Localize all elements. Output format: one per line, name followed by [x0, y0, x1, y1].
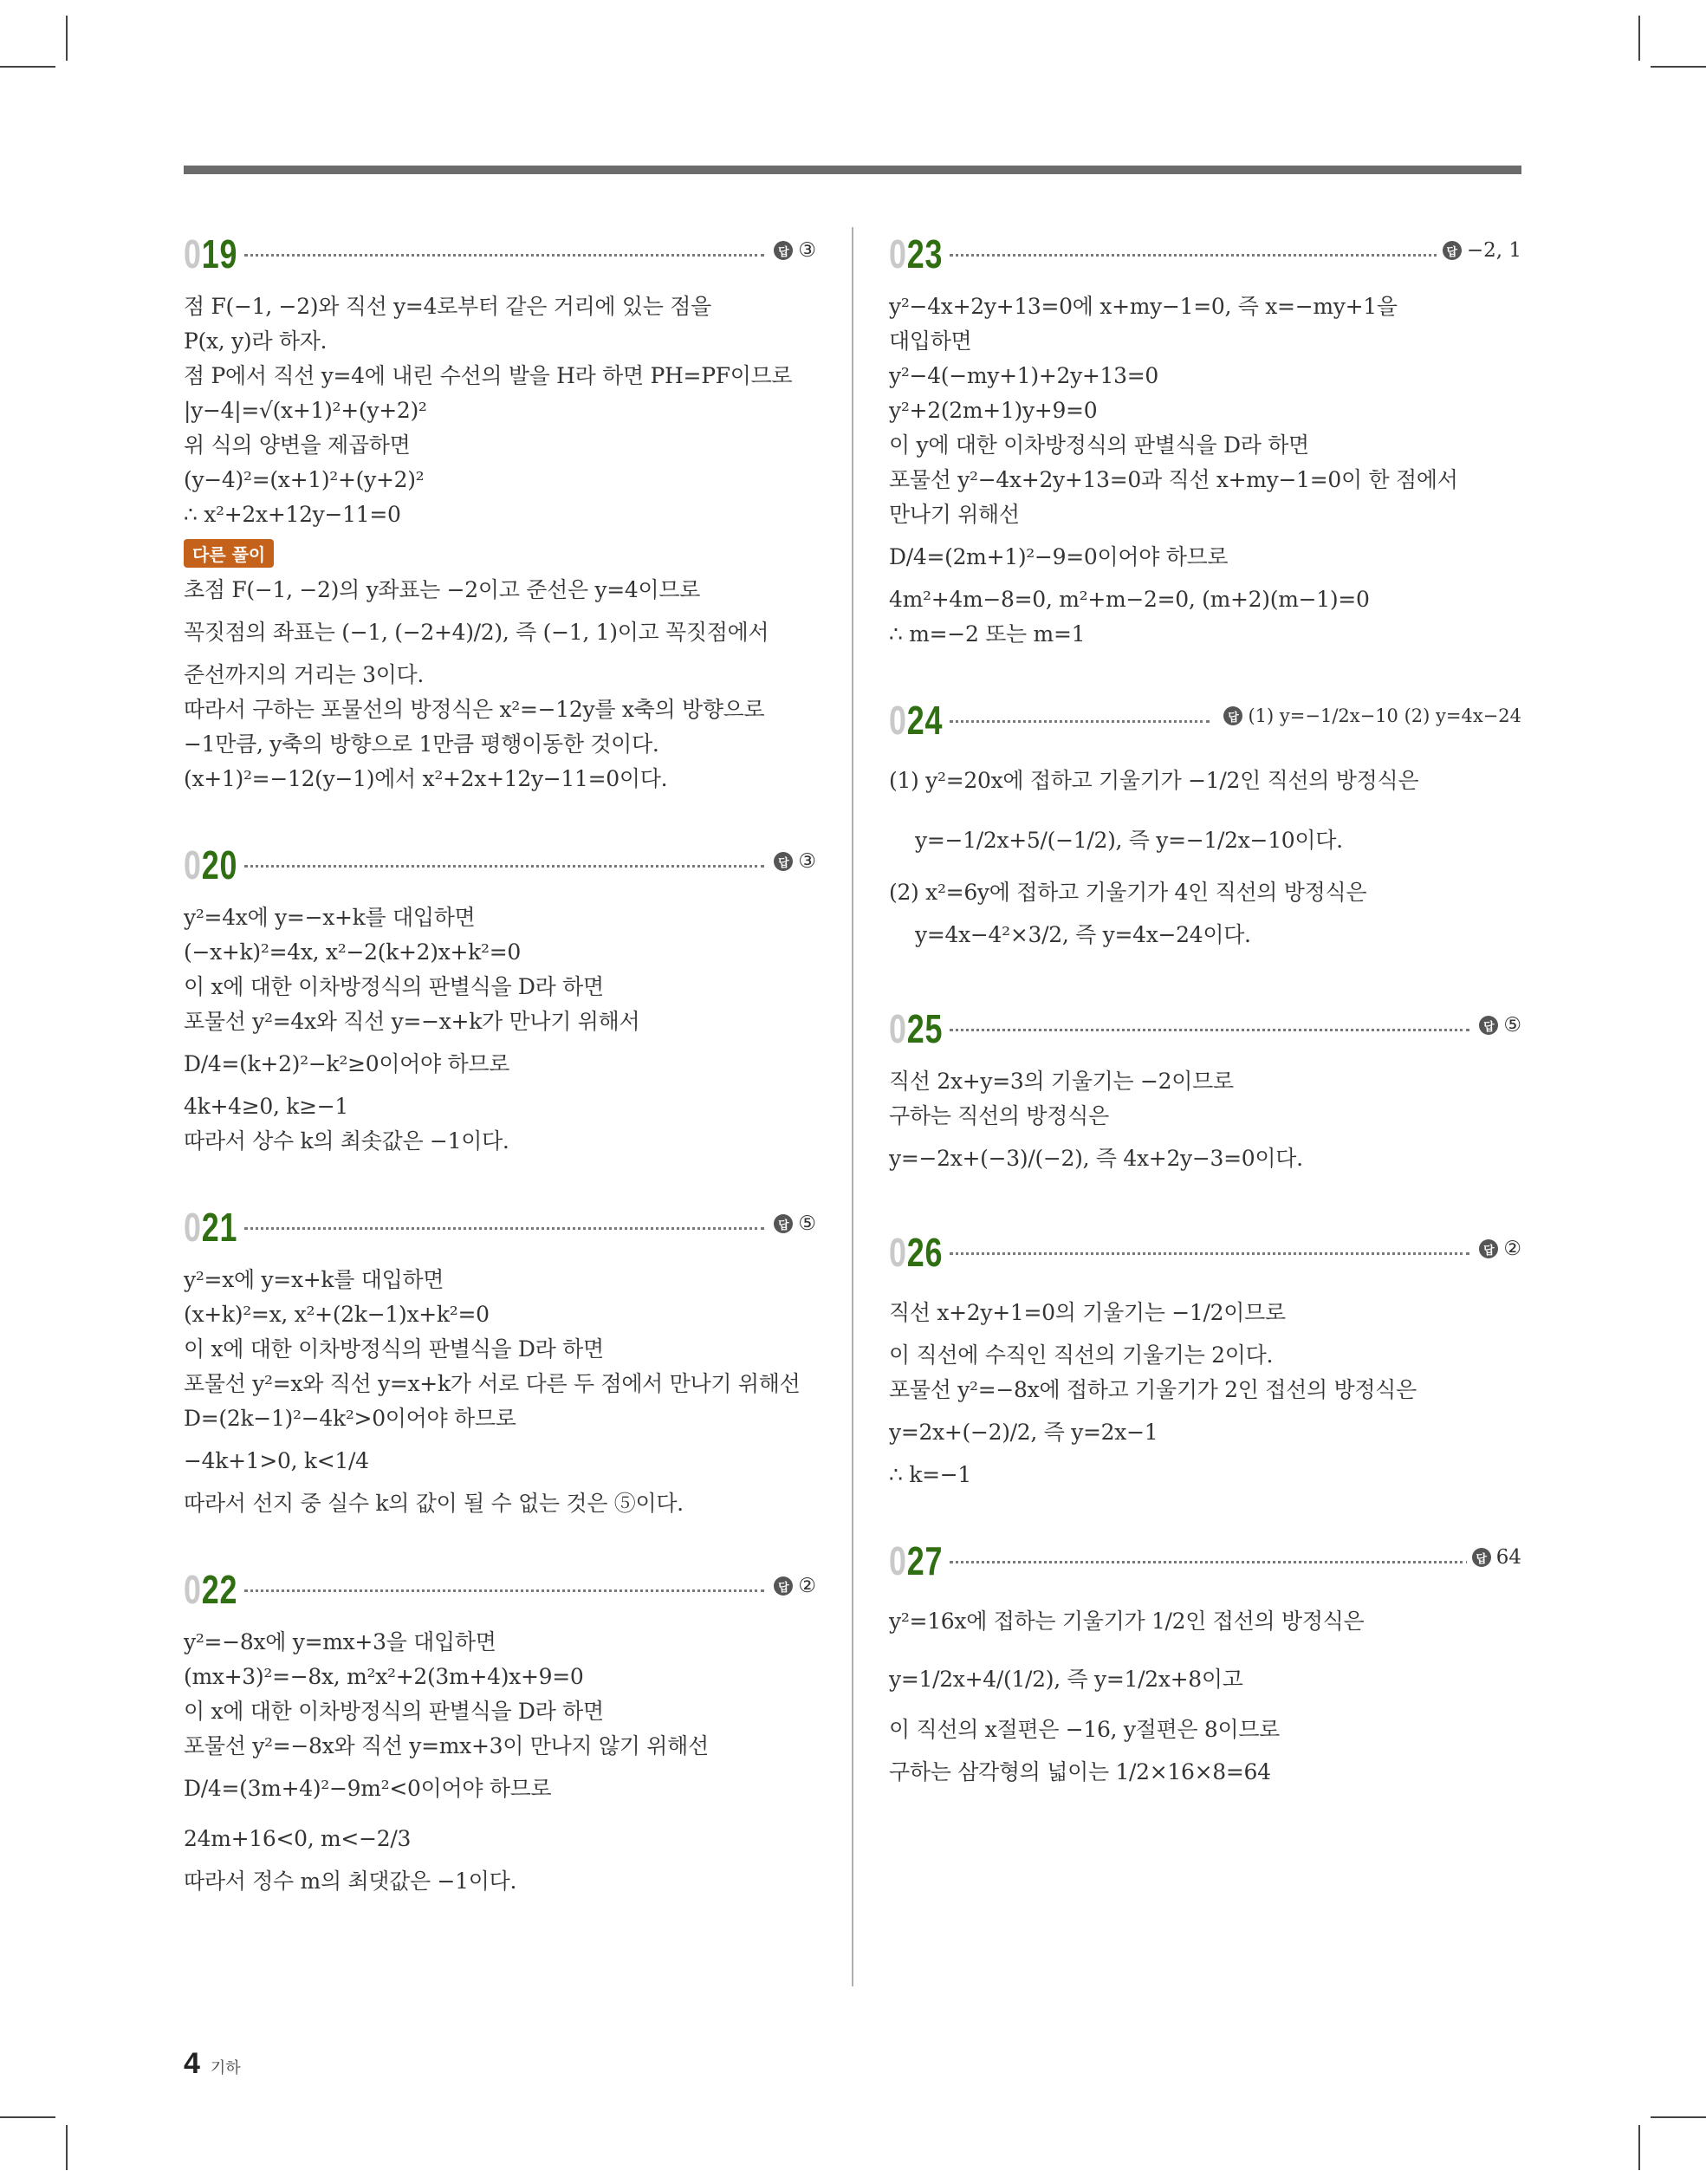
solution-line: 만나기 위해선 [889, 502, 1020, 527]
solution-line: 점 F(−1, −2)와 직선 y=4로부터 같은 거리에 있는 점을 [184, 294, 711, 319]
solution-line: 포물선 y²=x와 직선 y=x+k가 서로 다른 두 점에서 만나기 위해선 [184, 1371, 801, 1396]
crop-mark [66, 2125, 68, 2170]
answer: 답 ③ [769, 239, 816, 262]
answer-icon: 답 [774, 852, 793, 871]
solution [889, 1288, 1521, 1492]
solution-line: 대입하면 [889, 328, 972, 354]
solution-line: (mx+3)²=−8x, m²x²+2(3m+4)x+9=0 [184, 1664, 584, 1689]
solution [184, 289, 816, 796]
problem-header [184, 1200, 816, 1254]
leader-dots [244, 254, 764, 257]
solution-line: −1만큼, y축의 방향으로 1만큼 평행이동한 것이다. [184, 731, 659, 757]
solution-line: y=2x+(−2)/2, 즉 y=2x−1 [889, 1420, 1158, 1445]
solution-line: 따라서 정수 m의 최댓값은 −1이다. [184, 1869, 517, 1894]
solution-line: y=−2x+(−3)/(−2), 즉 4x+2y−3=0이다. [889, 1146, 1303, 1171]
leader-dots [244, 1589, 764, 1592]
solution-line: 이 x에 대한 이차방정식의 판별식을 D라 하면 [184, 1699, 604, 1724]
section-title: 기하 [210, 2059, 241, 2077]
left-column [184, 227, 816, 1899]
solution-line: 따라서 구하는 포물선의 방정식은 x²=−12y를 x축의 방향으로 [184, 697, 765, 722]
crop-mark [0, 2116, 55, 2118]
solution [889, 1064, 1521, 1184]
solution-line: y=4x−4²×3/2, 즉 y=4x−24이다. [915, 922, 1251, 947]
answer: 답 ⑤ [769, 1212, 816, 1235]
answer: 답 (1) y=−1/2x−10 (2) y=4x−24 [1218, 705, 1521, 726]
crop-mark [1638, 16, 1640, 61]
solution-line: 포물선 y²=−8x와 직선 y=mx+3이 만나지 않기 위해선 [184, 1733, 709, 1758]
header-rule [184, 166, 1521, 174]
problem-number: 024 [889, 698, 944, 743]
crop-mark [66, 16, 68, 61]
solution-line: (1) y²=20x에 접하고 기울기가 −1/2인 직선의 방정식은 [889, 768, 1419, 793]
leader-dots [950, 1561, 1469, 1563]
solution-line: 준선까지의 거리는 3이다. [184, 662, 425, 687]
solution-line: 4m²+4m−8=0, m²+m−2=0, (m+2)(m−1)=0 [889, 587, 1370, 612]
problem-number: 022 [184, 1567, 238, 1612]
solution [184, 1625, 816, 1899]
solution [889, 1596, 1521, 1797]
problem-number: 026 [889, 1230, 944, 1275]
problem-number: 021 [184, 1205, 238, 1250]
solution-line: (2) x²=6y에 접하고 기울기가 4인 직선의 방정식은 [889, 880, 1367, 905]
leader-dots [950, 1029, 1469, 1031]
answer-icon: 답 [1223, 706, 1242, 725]
solution-line: P(x, y)라 하자. [184, 328, 328, 354]
solution-line: (y−4)²=(x+1)²+(y+2)² [184, 467, 425, 492]
solution-line: y²+2(2m+1)y+9=0 [889, 398, 1098, 423]
solution-line: D/4=(2m+1)²−9=0이어야 하므로 [889, 544, 1229, 569]
problem-026 [889, 1225, 1521, 1492]
problem-header [889, 1534, 1521, 1588]
solution-line: 따라서 선지 중 실수 k의 값이 될 수 없는 것은 ⑤이다. [184, 1491, 684, 1516]
answer-icon: 답 [774, 241, 793, 260]
problem-023 [889, 227, 1521, 652]
leader-dots [244, 865, 764, 868]
solution-line: 이 직선의 x절편은 −16, y절편은 8이므로 [889, 1717, 1281, 1742]
solution-line: ∴ k=−1 [889, 1462, 972, 1487]
solution-line: 이 x에 대한 이차방정식의 판별식을 D라 하면 [184, 1336, 604, 1362]
problem-header [889, 1002, 1521, 1056]
answer-icon: 답 [1479, 1016, 1498, 1035]
problem-024 [889, 693, 1521, 960]
solution-line: 따라서 상수 k의 최솟값은 −1이다. [184, 1128, 509, 1154]
solution-line: 구하는 삼각형의 넓이는 1/2×16×8=64 [889, 1759, 1271, 1784]
answer: 답 64 [1467, 1546, 1521, 1569]
solution-line: ∴ m=−2 또는 m=1 [889, 621, 1086, 647]
solution [889, 289, 1521, 652]
page-footer [184, 2047, 241, 2081]
solution-line: y=−1/2x+5/(−1/2), 즉 y=−1/2x−10이다. [915, 828, 1343, 853]
solution-line: 포물선 y²=−8x에 접하고 기울기가 2인 접선의 방정식은 [889, 1377, 1417, 1402]
answer: 답 ② [769, 1575, 816, 1597]
problem-025 [889, 1002, 1521, 1184]
solution-line: |y−4|=√(x+1)²+(y+2)² [184, 398, 427, 423]
answer-icon: 답 [774, 1576, 793, 1596]
column-divider [852, 227, 853, 1986]
problem-021 [184, 1200, 816, 1521]
solution-line: y²−4(−my+1)+2y+13=0 [889, 363, 1159, 388]
alt-solution-tag: 다른 풀이 [184, 539, 274, 568]
problem-header [889, 227, 1521, 281]
right-column [889, 227, 1521, 1797]
solution-line: (−x+k)²=4x, x²−2(k+2)x+k²=0 [184, 939, 521, 965]
answer-icon: 답 [1479, 1239, 1498, 1258]
leader-dots [244, 1227, 764, 1230]
problem-027 [889, 1534, 1521, 1797]
crop-mark [1638, 2125, 1640, 2170]
solution-line: 직선 2x+y=3의 기울기는 −2이므로 [889, 1069, 1234, 1094]
solution-line: 위 식의 양변을 제곱하면 [184, 432, 411, 458]
solution-line: y=1/2x+4/(1/2), 즉 y=1/2x+8이고 [889, 1667, 1243, 1692]
crop-mark [1651, 66, 1706, 68]
answer-icon: 답 [774, 1214, 793, 1233]
problem-header [184, 1563, 816, 1616]
solution-line: y²=16x에 접하는 기울기가 1/2인 접선의 방정식은 [889, 1609, 1365, 1634]
solution-line: ∴ x²+2x+12y−11=0 [184, 502, 401, 527]
problem-number: 023 [889, 231, 944, 276]
problem-header [889, 693, 1521, 747]
solution-line: 직선 x+2y+1=0의 기울기는 −1/2이므로 [889, 1300, 1286, 1325]
solution-line: D/4=(3m+4)²−9m²<0이어야 하므로 [184, 1776, 552, 1801]
leader-dots [950, 720, 1210, 723]
leader-dots [950, 1252, 1469, 1255]
problem-number: 019 [184, 231, 238, 276]
solution-line: 초점 F(−1, −2)의 y좌표는 −2이고 준선은 y=4이므로 [184, 577, 701, 602]
crop-mark [1651, 2116, 1706, 2118]
answer: 답 ② [1474, 1238, 1521, 1260]
problem-number: 020 [184, 842, 238, 887]
solution-line: (x+1)²=−12(y−1)에서 x²+2x+12y−11=0이다. [184, 766, 668, 791]
solution-line: 포물선 y²=4x와 직선 y=−x+k가 만나기 위해서 [184, 1009, 640, 1034]
answer-icon: 답 [1443, 241, 1462, 260]
problem-020 [184, 838, 816, 1159]
solution-line: y²=−8x에 y=mx+3을 대입하면 [184, 1629, 496, 1654]
solution-line: 이 직선에 수직인 직선의 기울기는 2이다. [889, 1342, 1274, 1368]
problem-number: 025 [889, 1006, 944, 1051]
answer: 답 ⑤ [1474, 1014, 1521, 1037]
solution-line: 점 P에서 직선 y=4에 내린 수선의 발을 H라 하면 PH=PF이므로 [184, 363, 793, 388]
crop-mark [0, 66, 55, 68]
solution-line: y²=4x에 y=−x+k를 대입하면 [184, 905, 476, 930]
problem-header [184, 227, 816, 281]
page-number: 4 [184, 2047, 200, 2080]
solution-line: 꼭짓점의 좌표는 (−1, (−2+4)/2), 즉 (−1, 1)이고 꼭짓점에서 [184, 620, 769, 645]
problem-019 [184, 227, 816, 796]
answer: 답 −2, 1 [1437, 239, 1521, 262]
problem-header [889, 1225, 1521, 1279]
solution-line: y²=x에 y=x+k를 대입하면 [184, 1267, 444, 1292]
problem-header [184, 838, 816, 892]
solution [184, 1263, 816, 1521]
solution [184, 900, 816, 1159]
problem-number: 027 [889, 1538, 944, 1583]
answer-icon: 답 [1472, 1548, 1491, 1567]
solution-line: 포물선 y²−4x+2y+13=0과 직선 x+my−1=0이 한 점에서 [889, 467, 1458, 492]
solution-line: −4k+1>0, k<1/4 [184, 1448, 369, 1473]
leader-dots [950, 254, 1469, 257]
solution-line: 구하는 직선의 방정식은 [889, 1103, 1109, 1128]
solution-line: 이 x에 대한 이차방정식의 판별식을 D라 하면 [184, 974, 604, 999]
solution-line: D=(2k−1)²−4k²>0이어야 하므로 [184, 1406, 516, 1431]
solution-line: D/4=(k+2)²−k²≥0이어야 하므로 [184, 1051, 510, 1076]
solution [889, 756, 1521, 960]
answer: 답 ③ [769, 850, 816, 873]
solution-line: 24m+16<0, m<−2/3 [184, 1826, 412, 1851]
solution-line: 4k+4≥0, k≥−1 [184, 1094, 349, 1119]
problem-022 [184, 1563, 816, 1899]
solution-line: y²−4x+2y+13=0에 x+my−1=0, 즉 x=−my+1을 [889, 294, 1398, 319]
solution-line: 이 y에 대한 이차방정식의 판별식을 D라 하면 [889, 432, 1309, 458]
solution-line: (x+k)²=x, x²+(2k−1)x+k²=0 [184, 1302, 490, 1327]
